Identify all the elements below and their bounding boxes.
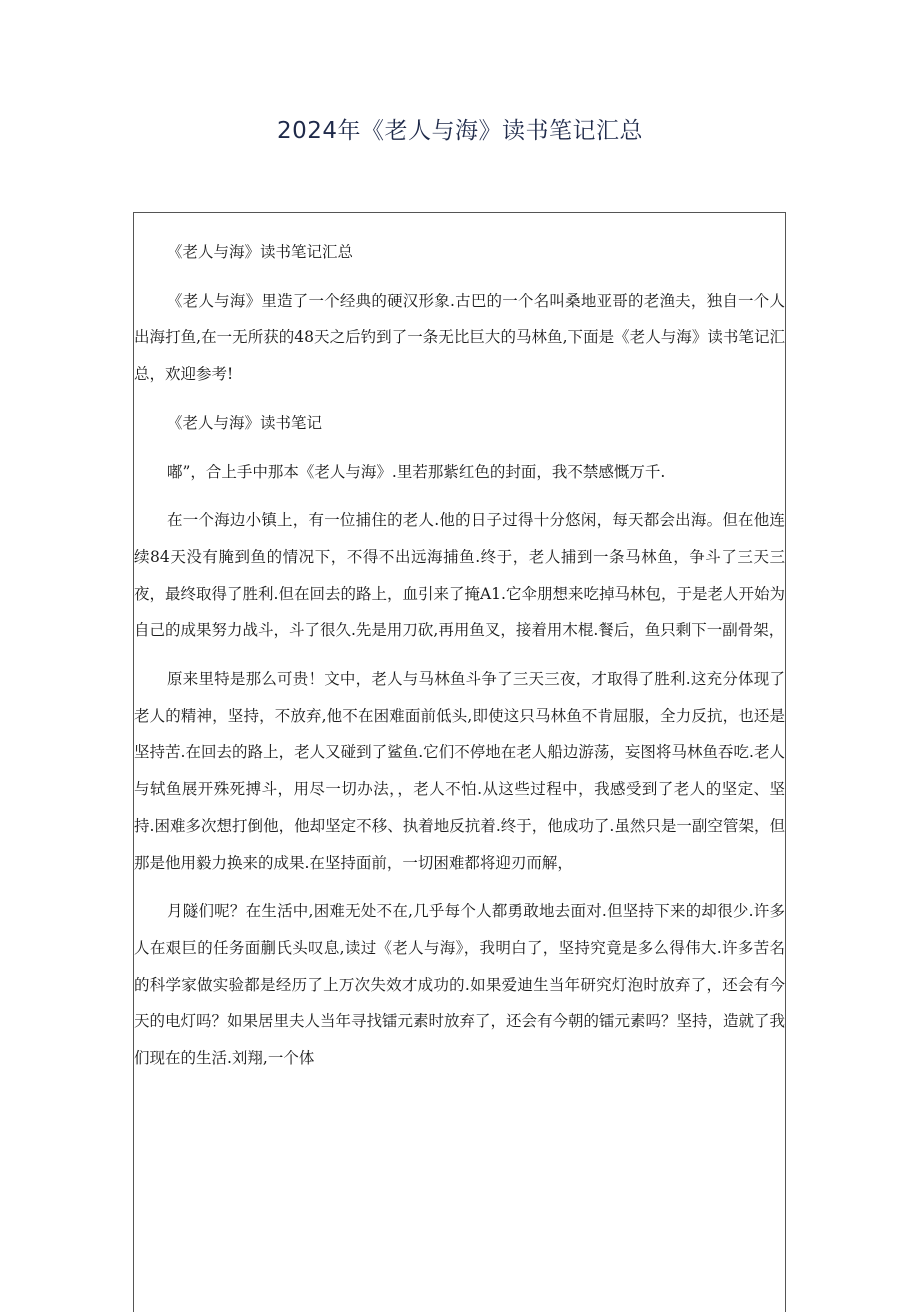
subsection-heading: 《老人与海》读书笔记 [167,413,323,432]
body-paragraph: 原来里特是那么可贵！文中，老人与马林鱼斗争了三天三夜，才取得了胜利.这充分体现了老人的精神，坚持，不放弃,他不在困难面前低头,即使这只马林鱼不肯屈服，全力反抗，也还是坚持苦.在回去的路上，老人又碰到了鲨鱼.它们不停地在老人船边游荡，妄图将马林鱼吞吃.老人与轼鱼展开殊死搏斗，用尽一切办法，，老人不怕.从这些过程中，我感受到了老人的坚定、坚持.困难多次想打倒他，他却坚定不移、执着地反抗着.终于，他成功了.虽然只是一副空管架，但那是他用毅力换来的成果.在坚持面前，一切困难都将迎刃而解， [134,670,785,872]
content-frame [133,212,786,1312]
document-body [134,234,787,1089]
intro-paragraph: 《老人与海》里造了一个经典的硬汉形象.古巴的一个名叫桑地亚哥的老渔夫，独自一个人出海打鱼,在一无所获的48天之后钓到了一条无比巨大的马林鱼,下面是《老人与海》读书笔记汇总，欢迎参考! [134,291,785,384]
body-paragraph: 在一个海边小镇上，有一位捕住的老人.他的日子过得十分悠闲，每天都会出海。但在他连续84天没有腌到鱼的情况下，不得不出远海捕鱼.终于，老人捕到一条马林鱼，争斗了三天三夜，最终取得了胜利.但在回去的路上，血引来了掩A1.它伞朋想来吃掉马林包，于是老人开始为自己的成果努力战斗，斗了很久.先是用刀砍,再用鱼叉，接着用木棍.餐后，鱼只剩下一副骨架， [134,511,785,640]
section-heading: 《老人与海》读书笔记汇总 [167,243,354,261]
document-title: 2024年《老人与海》读书笔记汇总 [276,118,644,144]
body-paragraph: 嘟”，合上手中那本《老人与海》.里若那紫红色的封面，我不禁感慨万千. [167,462,666,481]
body-paragraph: 月隧们呢？在生活中,困难无处不在,几乎每个人都勇敢地去面对.但坚持下来的却很少.许多人在艰巨的任务面蒯氏头叹息,读过《老人与海》，我明白了，坚持究竟是多么得伟大.许多苦名的科学家做实验都是经历了上万次失效才成功的.如果爱迪生当年研究灯泡时放弃了，还会有今天的电灯吗？如果居里夫人当年寻找镭元素时放弃了，还会有今朝的镭元素吗？坚持，造就了我们现在的生活.刘翔,一个体 [134,902,786,1068]
